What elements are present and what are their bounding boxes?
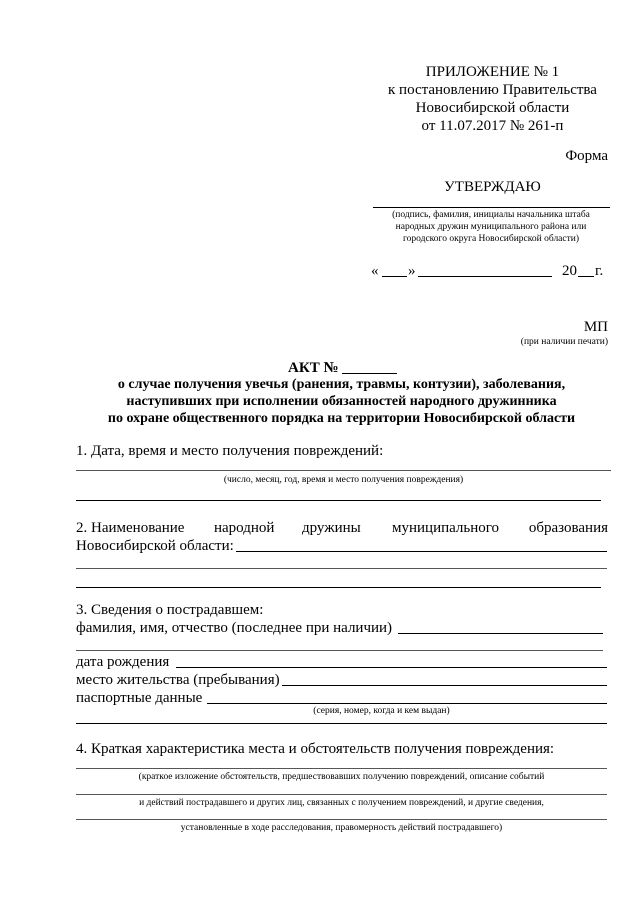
section-2-line-2: Новосибирской области: (76, 538, 234, 554)
date-open-quote: « (371, 263, 379, 279)
approve-caption-1: (подпись, фамилия, инициалы начальника штаба (392, 210, 590, 220)
appendix-line-1: к постановлению Правительства (388, 82, 597, 98)
residence-field-line (282, 685, 607, 686)
section-1-label: 1. Дата, время и место получения повреждений: (76, 443, 384, 459)
section-4-caption-3: установленные в ходе расследования, правомерность действий пострадавшего) (180, 823, 503, 833)
section-4-caption-2: и действий пострадавшего и других лиц, связанных с получением повреждений, и другие сведения, (139, 798, 544, 808)
section-1-line-2 (76, 500, 601, 501)
act-subtitle-2: наступивших при исполнении обязанностей народного дружинника (126, 394, 557, 409)
act-title: АКТ № (288, 360, 339, 376)
section-4-line-3 (76, 819, 607, 820)
approve-caption-3: городского округа Новосибирской области) (402, 234, 580, 244)
day-blank-line (382, 276, 407, 277)
section-2-word-2: народной (214, 520, 275, 536)
section-4-caption-1: (краткое изложение обстоятельств, предшествовавших получению повреждений, описание событий (138, 772, 545, 782)
residence-label: место жительства (пребывания) (76, 672, 280, 688)
section-2-field-line (236, 551, 607, 552)
appendix-line-3: от 11.07.2017 № 261-п (421, 118, 564, 134)
fio-label: фамилия, имя, отчество (последнее при наличии) (76, 620, 393, 636)
passport-label: паспортные данные (76, 690, 203, 706)
passport-extra-line (76, 723, 607, 724)
section-1-line-1 (76, 470, 611, 471)
fio-extra-line (76, 650, 603, 651)
date-close-quote: » (408, 263, 416, 279)
passport-field-line (207, 703, 607, 704)
section-4-line-2 (76, 794, 607, 795)
section-2-word-1: 2. Наименование (76, 520, 185, 536)
act-subtitle-3: по охране общественного порядка на территории Новосибирской области (107, 411, 576, 426)
section-2-word-5: образования (528, 520, 608, 536)
passport-caption: (серия, номер, когда и кем выдан) (313, 706, 450, 716)
stamp-label: МП (583, 319, 608, 335)
section-2-extra-line-1 (76, 568, 607, 569)
year-blank-line (578, 276, 594, 277)
section-4-line-1 (76, 768, 607, 769)
year-prefix: 20 (562, 263, 577, 279)
year-suffix: г. (595, 263, 604, 279)
birth-date-label: дата рождения (76, 654, 170, 670)
approve-caption-2: народных дружин муниципального района или (395, 222, 587, 232)
section-3-label: 3. Сведения о пострадавшем: (76, 602, 264, 618)
act-subtitle-1: о случае получения увечья (ранения, травмы, контузии), заболевания, (117, 377, 566, 392)
section-4-label: 4. Краткая характеристика места и обстоятельств получения повреждения: (76, 741, 555, 757)
section-2-extra-line-2 (76, 587, 601, 588)
appendix-title: ПРИЛОЖЕНИЕ № 1 (425, 64, 560, 80)
stamp-caption: (при наличии печати) (520, 337, 608, 347)
section-1-caption: (число, месяц, год, время и место получения повреждения) (223, 475, 464, 485)
signature-line (373, 207, 610, 208)
section-2-word-3: дружины (302, 520, 361, 536)
form-label: Форма (565, 148, 608, 164)
appendix-line-2: Новосибирской области (415, 100, 570, 116)
month-blank-line (418, 276, 552, 277)
approve-title: УТВЕРЖДАЮ (444, 179, 541, 195)
act-number-line (342, 373, 397, 374)
birth-date-field-line (176, 667, 607, 668)
fio-field-line (398, 633, 603, 634)
section-2-word-4: муниципального (392, 520, 500, 536)
